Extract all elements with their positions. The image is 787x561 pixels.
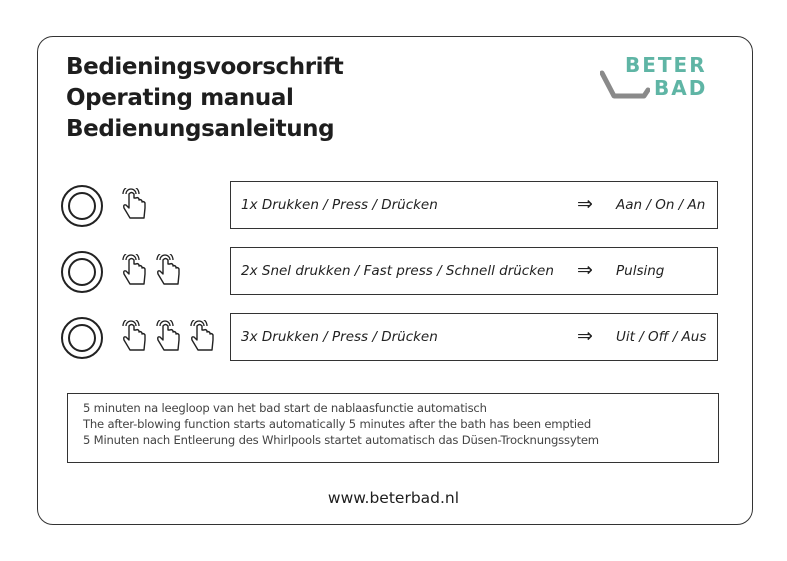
result-text: Uit / Off / Aus: [616, 329, 707, 345]
tap-finger-icon: [152, 254, 184, 288]
instruction-row-3: [60, 313, 720, 363]
instruction-text: 1x Drukken / Press / Drücken: [241, 197, 438, 213]
double-arrow-icon: ⇒: [577, 193, 593, 215]
double-arrow-icon: ⇒: [577, 325, 593, 347]
tap-finger-icon: [118, 254, 150, 288]
instruction-text: 2x Snel drukken / Fast press / Schnell drücken: [241, 263, 554, 279]
double-arrow-icon: ⇒: [577, 259, 593, 281]
website-url: www.beterbad.nl: [327, 489, 460, 507]
after-blowing-note: [67, 393, 719, 463]
push-button-icon: [60, 316, 104, 360]
result-text: Aan / On / An: [616, 197, 706, 213]
tap-finger-icon: [186, 320, 218, 354]
title-block: [66, 52, 343, 145]
title-german: Bedienungsanleitung: [66, 116, 335, 142]
instruction-row-2: [60, 247, 720, 297]
instruction-box-2: [230, 247, 718, 295]
note-dutch: 5 minuten na leegloop van het bad start de nablaasfunctie automatisch: [83, 401, 487, 415]
logo-text-bad: BAD: [654, 76, 708, 100]
tap-finger-icon: [118, 188, 150, 222]
tap-finger-icon: [152, 320, 184, 354]
logo-text-beter: BETER: [625, 53, 707, 77]
instruction-text: 3x Drukken / Press / Drücken: [241, 329, 438, 345]
note-german: 5 Minuten nach Entleerung des Whirlpools startet automatisch das Düsen-Trocknungssytem: [83, 433, 599, 447]
tap-finger-icon: [118, 320, 150, 354]
instruction-box-3: [230, 313, 718, 361]
title-english: Operating manual: [66, 85, 294, 111]
instruction-row-1: [60, 181, 720, 231]
result-text: Pulsing: [616, 263, 665, 279]
push-button-icon: [60, 250, 104, 294]
push-button-icon: [60, 184, 104, 228]
note-english: The after-blowing function starts automatically 5 minutes after the bath has been emptied: [83, 417, 592, 431]
instruction-box-1: [230, 181, 718, 229]
title-dutch: Bedieningsvoorschrift: [66, 54, 344, 80]
beterbad-logo: [600, 52, 718, 104]
tub-icon: [600, 70, 650, 100]
